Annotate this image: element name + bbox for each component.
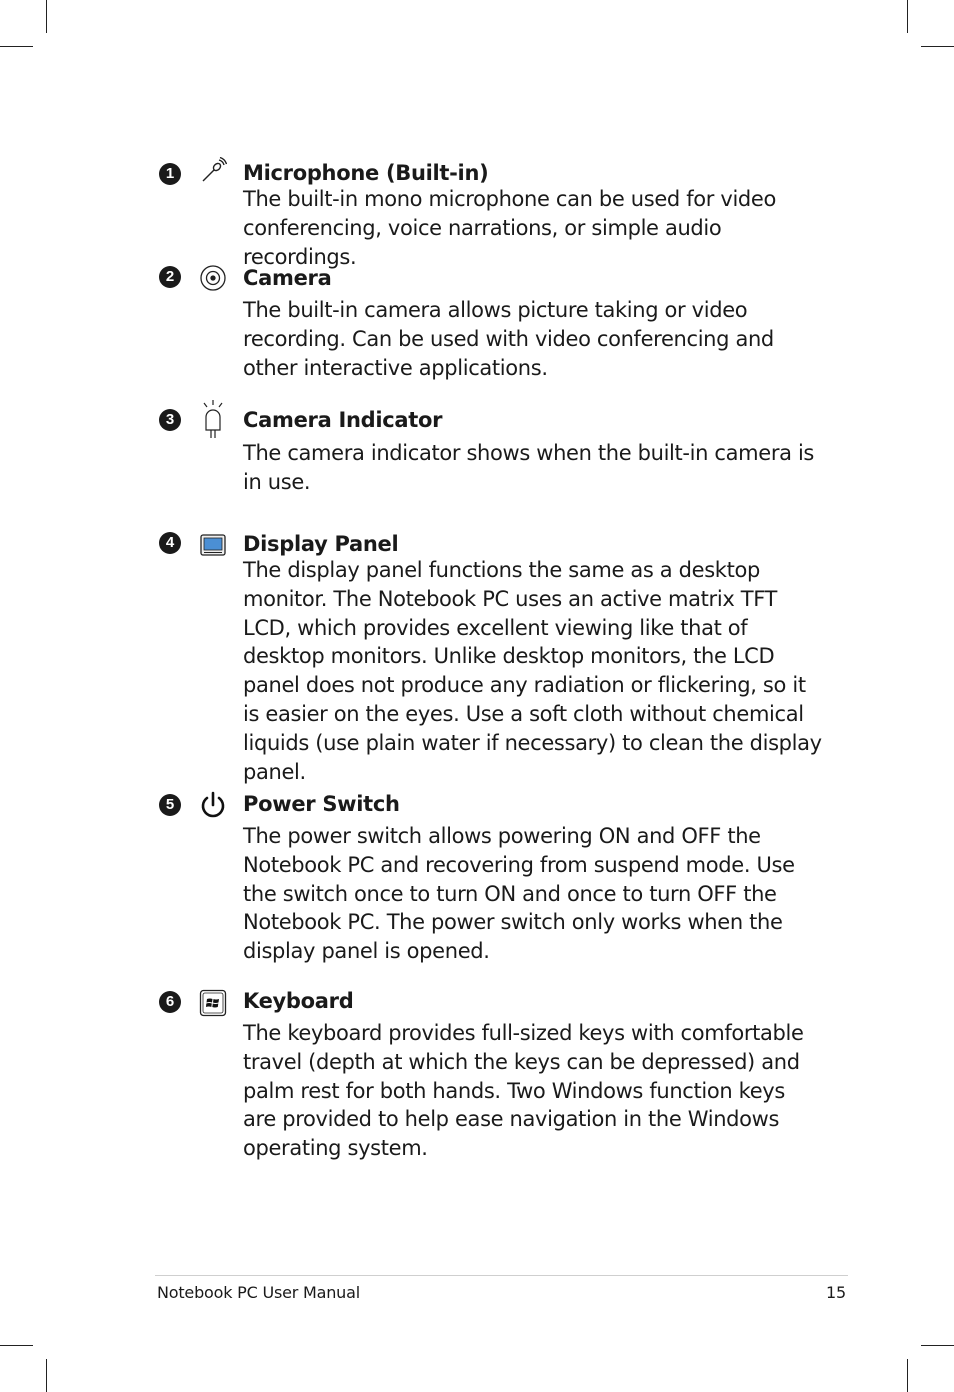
crop-mark [0,46,33,47]
item-number-badge: 4 [159,532,181,554]
item-number-badge: 1 [159,163,181,185]
item-number-badge: 3 [159,409,181,431]
item-title: Keyboard [243,989,354,1013]
item-title: Display Panel [243,532,399,556]
item-title: Camera Indicator [243,408,443,432]
crop-mark [46,1359,47,1392]
item-description: The built-in camera allows picture taking or video recording. Can be used with video conferencing and other interactive applications. [243,298,774,380]
footer-divider [155,1275,848,1276]
item-title: Camera [243,266,332,290]
item-number-badge: 5 [159,794,181,816]
crop-mark [907,1359,908,1392]
item-title: Microphone (Built-in) [243,161,489,185]
item-description: The display panel functions the same as a desktop monitor. The Notebook PC uses an active matrix TFT LCD, which provides excellent viewing like that of desktop monitors. Unlike desktop monitors, the LCD panel does not produce any radiation or flickering, so it is easier on the eyes. Use a soft cloth without chemical liquids (use plain water if necessary) to clean the display panel. [243,558,822,784]
microphone-icon [199,157,227,185]
item-description: The built-in mono microphone can be used for video conferencing, voice narrations, or simple audio recordings. [243,187,776,269]
item-number-badge: 6 [159,991,181,1013]
power-icon [199,791,227,819]
item-description: The camera indicator shows when the built-in camera is in use. [243,441,815,494]
footer-page-number: 15 [826,1283,846,1302]
crop-mark [907,0,908,33]
windows-key-icon [199,989,227,1017]
footer-manual-title: Notebook PC User Manual [157,1283,360,1302]
item-title: Power Switch [243,792,400,816]
camera-icon [199,264,227,292]
crop-mark [921,46,954,47]
crop-mark [921,1345,954,1346]
crop-mark [46,0,47,33]
item-number-badge: 2 [159,266,181,288]
display-monitor-icon [199,532,227,560]
item-description: The power switch allows powering ON and OFF the Notebook PC and recovering from suspend mode. Use the switch once to turn ON and once to turn OFF the Notebook PC. The power switch only works when the display panel is opened. [243,824,795,964]
crop-mark [0,1345,33,1346]
led-indicator-icon [199,400,227,440]
item-description: The keyboard provides full-sized keys with comfortable travel (depth at which the keys can be depressed) and palm rest for both hands. Two Windows function keys are provided to help ease navigation in the Windows operating system. [243,1021,804,1161]
